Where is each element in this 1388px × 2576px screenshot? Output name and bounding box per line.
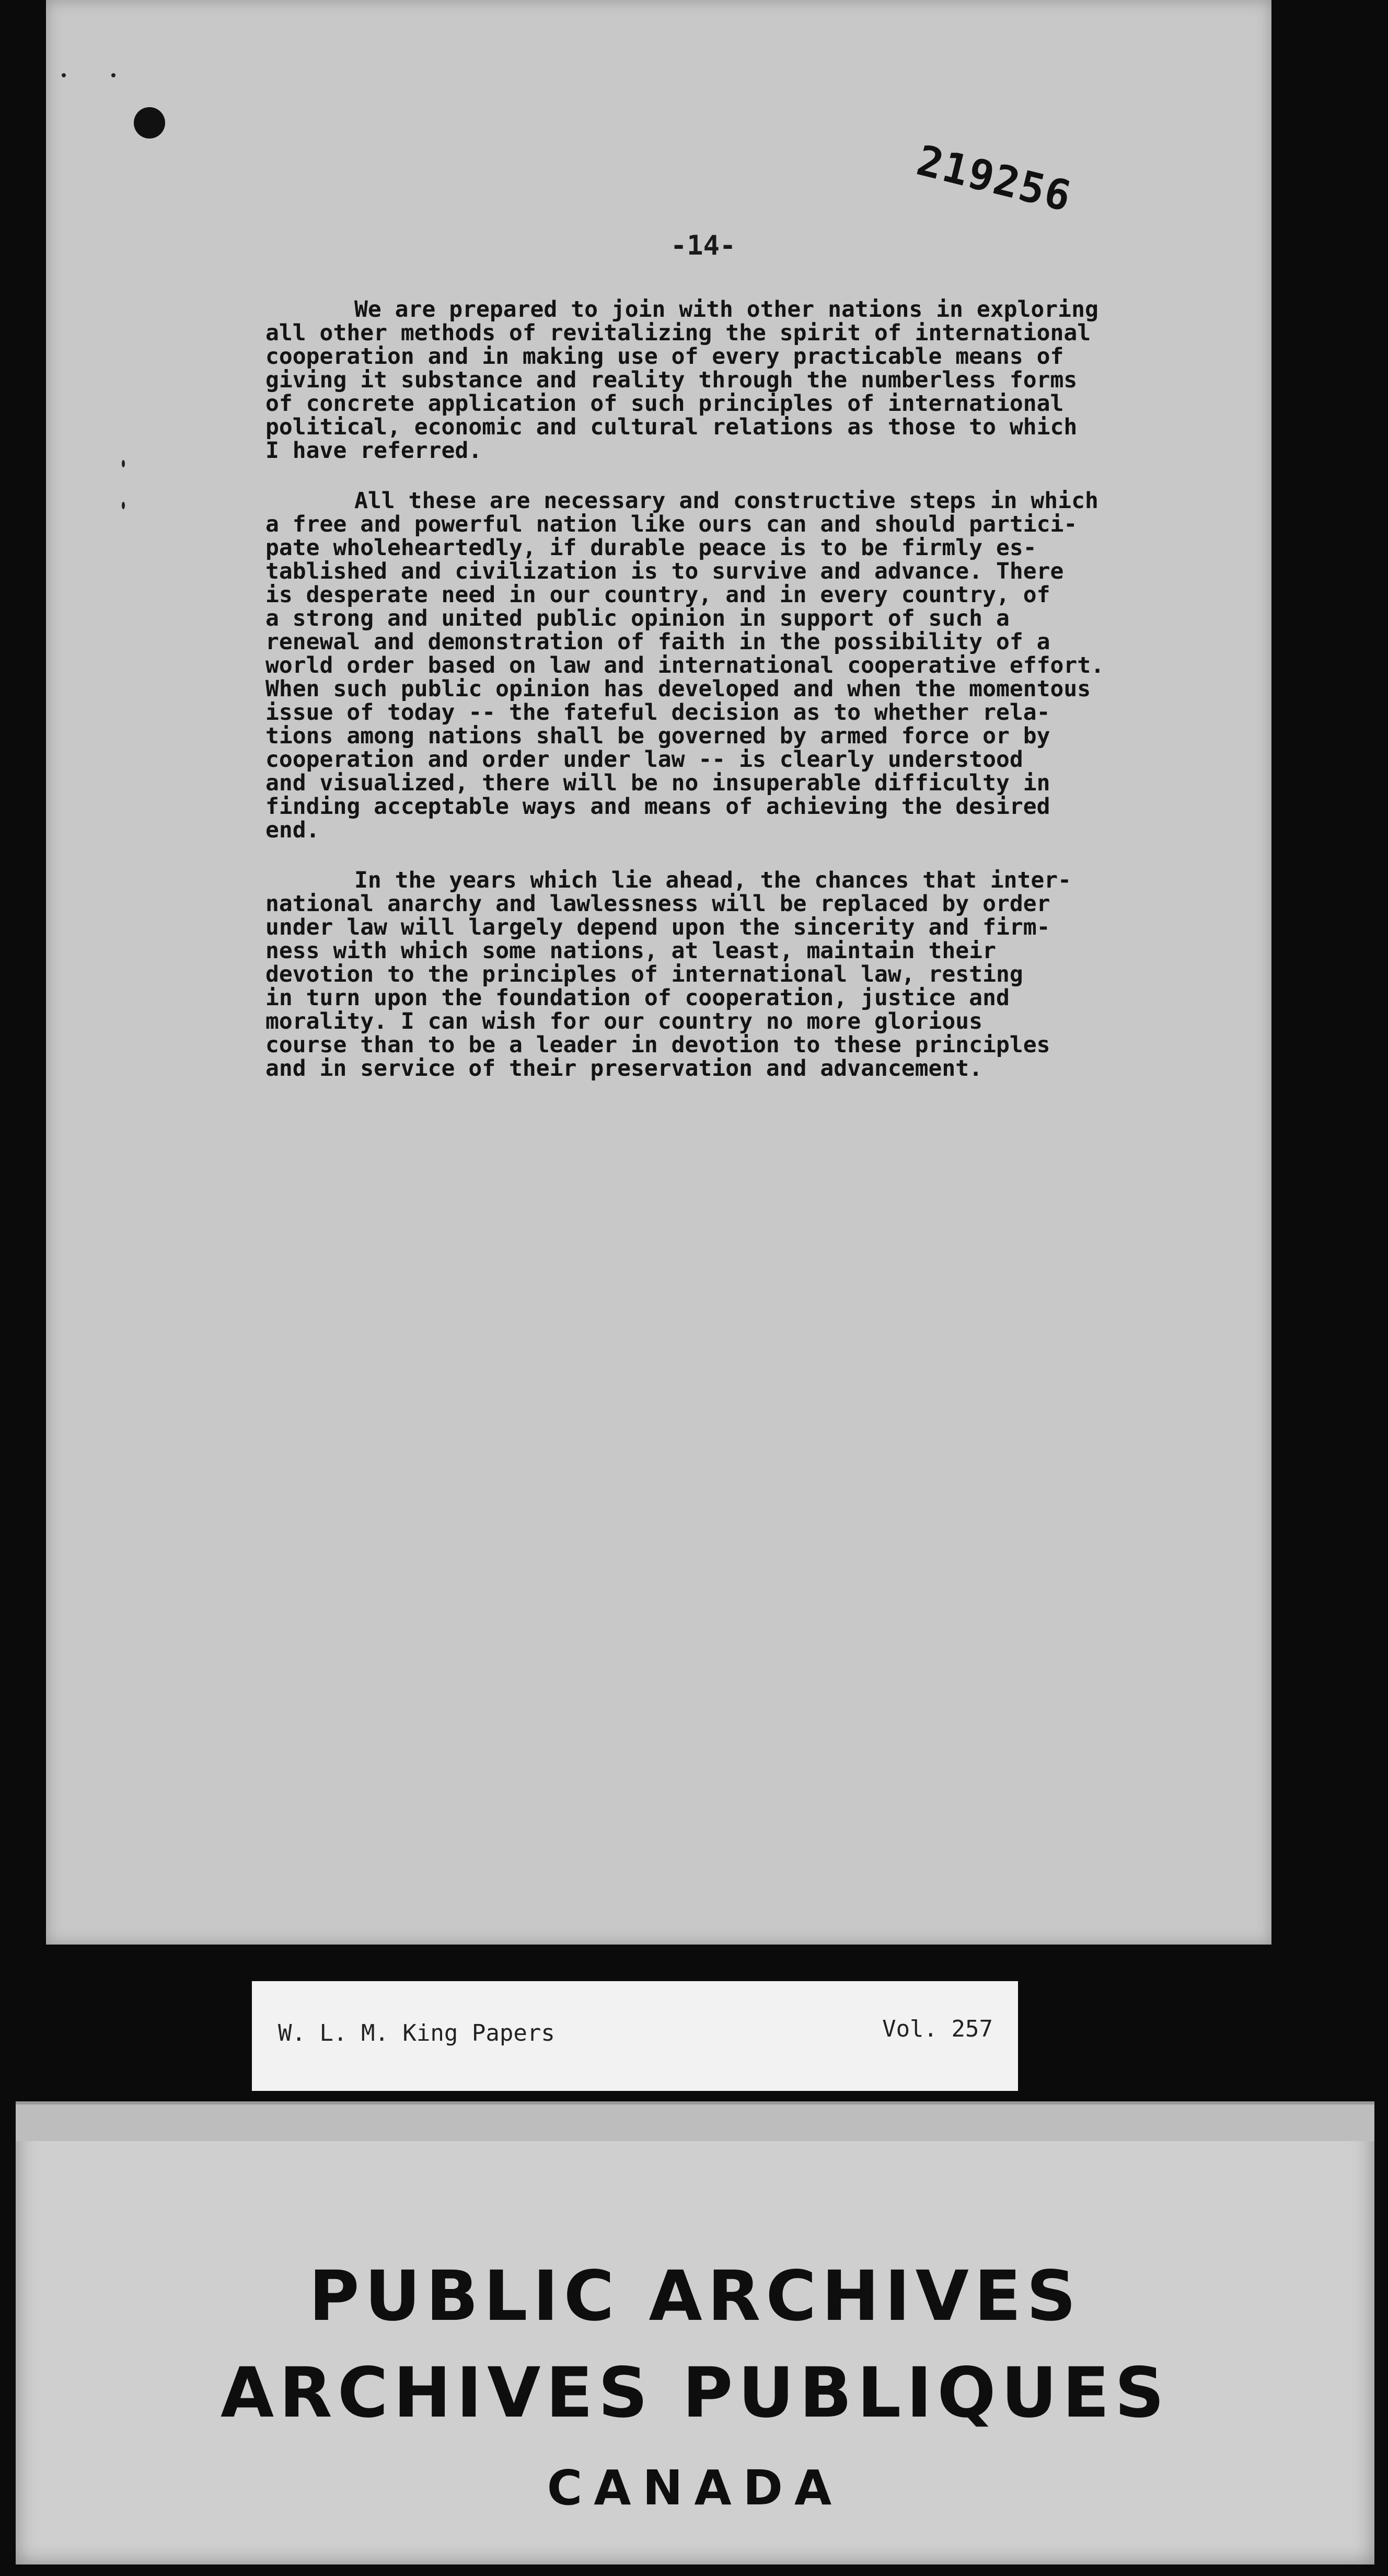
archives-title-french: ARCHIVES PUBLIQUES (220, 2353, 1170, 2433)
speck-mark (122, 502, 125, 509)
paragraph: We are prepared to join with other nations in exploring all other methods of revitalizing the spirit of international cooperation and in making use of every practicable means of giving it substance and reality through the numberless forms of concrete application of such principles of international political, economic and cultural relations as those to which I have referred. (265, 296, 1098, 464)
document-page (46, 0, 1271, 1945)
page-number: -14- (670, 230, 736, 261)
paragraph: In the years which lie ahead, the chances that inter- national anarchy and lawlessness will be replaced by order under law will largely depend upon the sincerity and firm- ness with which some nations, at least, maintain their devotion to the principles of international law, resting in turn upon the foundation of cooperation, justice and morality. I can wish for our country no more glorious course than to be a leader in devotion to these principles and in service of their preservation and advancement. (265, 867, 1072, 1082)
paragraph: All these are necessary and constructive steps in which a free and powerful nation like ours can and should partici- pate wholeheartedly, if durable peace is to be firmly es- tablished and civilization is to survive and advance. There is desperate need in our country, and in every country, of a strong and united public opinion in support of such a renewal and demonstration of faith in the possibility of a world order based on law and international cooperative effort. When such public opinion has developed and when the momentous issue of today -- the fateful decision as to whether rela- tions among nations shall be governed by armed force or by cooperation and order under law -- is clearly understood and visualized, there will be no insuperable difficulty in finding acceptable ways and means of achieving the desired end. (265, 488, 1105, 843)
speck-mark (111, 73, 115, 77)
collection-name: W. L. M. King Papers (278, 2020, 555, 2046)
card-edge (16, 2104, 1374, 2141)
letter-body (265, 298, 1300, 1107)
speck-mark (122, 460, 125, 467)
archives-country: CANADA (547, 2460, 843, 2516)
speck-mark (62, 73, 66, 77)
volume-number: Vol. 257 (882, 2016, 993, 2042)
collection-label (252, 1981, 1018, 2091)
archive-stamp-number: 219256 (912, 136, 1077, 222)
punch-hole (134, 107, 165, 139)
archives-card (16, 2101, 1374, 2564)
archives-title-english: PUBLIC ARCHIVES (308, 2256, 1082, 2337)
